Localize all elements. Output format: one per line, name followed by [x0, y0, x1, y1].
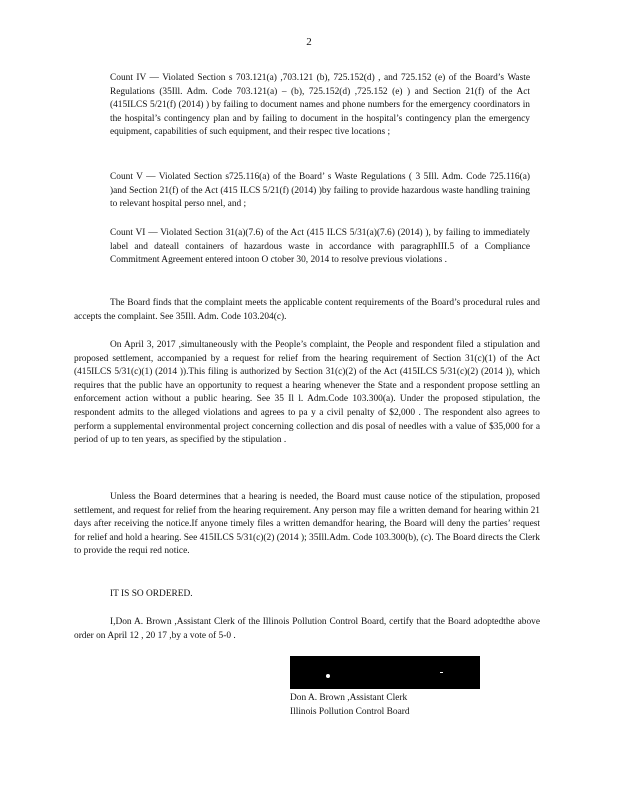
certification-paragraph: I,Don A. Brown ,Assistant Clerk of the Illinois Pollution Control Board, certify that the Board adoptedthe above order on April 12 , 20 17 ,by a vote of 5-0 . — [74, 617, 540, 641]
notice-paragraph: Unless the Board determines that a hearing is needed, the Board must cause notice of the stipulation, proposed settlement, and request for relief from the hearing requirement. Any person may file a written demand for hearing within 21 days after receiving the notice.If anyone timely files a written demandfor hearing, the Board will deny the parties’ request for relief and hold a hearing. See 415ILCS 5/31(c)(2) (2014 ); 35Ill.Adm. Code 103.300(b), (c). The Board directs the Clerk to provide the requi red notice. — [74, 492, 540, 557]
signature-mark — [440, 672, 443, 673]
count-vi-paragraph: Count VI — Violated Section 31(a)(7.6) of the Act (415 ILCS 5/31(a)(7.6) (2014) ), by failing to immediately label and dateall containers of hazardous waste in accordance with paragraphIII.5 of a Compliance Commitment Agreement entered intoon O ctober 30, 2014 to resolve previous violations . — [110, 228, 530, 266]
complaint-acceptance-paragraph: The Board finds that the complaint meets the applicable content requirements of the Board’s procedural rules and accepts the complaint. See 35Ill. Adm. Code 103.204(c). — [74, 298, 540, 322]
signer-organization: Illinois Pollution Control Board — [290, 707, 410, 717]
signer-name: Don A. Brown ,Assistant Clerk — [290, 693, 408, 703]
signature-mark — [326, 674, 330, 678]
so-ordered: IT IS SO ORDERED. — [110, 589, 193, 599]
stipulation-paragraph: On April 3, 2017 ,simultaneously with the People’s complaint, the People and respondent filed a stipulation and proposed settlement, accompanied by a request for relief from the hearing requirement of Section 31(c)(1) of the Act (415ILCS 5/31(c)(1) (2014 )).This filing is authorized by Section 31(c)(2) of the Act (415ILCS 5/31(c)(2) (2014 )), which requires that the public have an opportunity to request a hearing whenever the State and a respondent propose settling an enforcement action without a public hearing. See 35 Il l. Adm.Code 103.300(a). Under the proposed stipulation, the respondent admits to the alleged violations and agrees to pa y a civil penalty of $2,000 . The respondent also agrees to perform a supplemental environmental project concerning collection and dis posal of needles with a value of $35,000 for a period of up to ten years, as specified by the stipulation . — [74, 340, 540, 446]
page-number: 2 — [306, 36, 312, 48]
redacted-signature — [290, 656, 480, 689]
count-v-paragraph: Count V — Violated Section s725.116(a) of the Board’ s Waste Regulations ( 3 5Ill. Adm. Code 725.116(a) )and Section 21(f) of the Act (415 ILCS 5/21(f) (2014) )by failing to provide hazardous waste handling training to relevant hospital perso nnel, and ; — [110, 172, 530, 210]
count-iv-paragraph: Count IV — Violated Section s 703.121(a) ,703.121 (b), 725.152(d) , and 725.152 (e) of the Board’s Waste Regulations (35Ill. Adm. Code 703.121(a) – (b), 725.152(d) ,725.152 (e) ) and Section 21(f) of the Act (415ILCS 5/21(f) (2014) ) by failing to document names and phone numbers for the emergency coordinators in the hospital’s contingency plan and by failing to document in the hospital’s contingency plan the emergency equipment, capabilities of such equipment, and their respec tive locations ; — [110, 73, 530, 138]
